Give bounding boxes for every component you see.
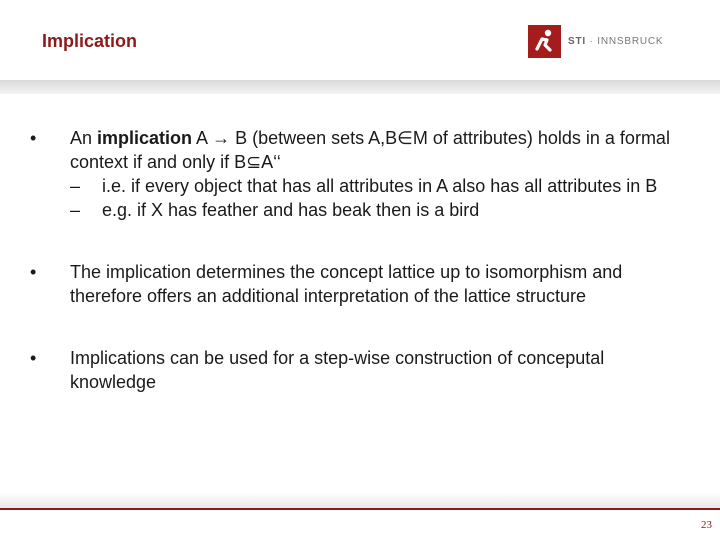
bullet-marker: • bbox=[30, 128, 37, 148]
slide-body bbox=[30, 126, 690, 432]
bullet-marker: • bbox=[30, 262, 37, 282]
footer-shade bbox=[0, 492, 720, 508]
sub-bullet-marker: – bbox=[70, 176, 81, 196]
bullet-item bbox=[30, 260, 690, 308]
sub-bullet-marker: – bbox=[70, 200, 81, 220]
header-divider bbox=[0, 80, 720, 94]
sti-innsbruck-logo bbox=[528, 24, 663, 58]
bullet-text: The implication determines the concept lattice up to isomorphism and therefore offers an additional interpretation of the lattice structure bbox=[70, 262, 623, 306]
sub-bullet-item bbox=[70, 174, 690, 198]
sub-bullet-item bbox=[70, 198, 690, 222]
sub-bullet-text: e.g. if X has feather and has beak then is a bird bbox=[102, 200, 480, 220]
page-number: 23 bbox=[701, 519, 712, 531]
bullet-item bbox=[30, 126, 690, 222]
sti-logo-icon bbox=[528, 25, 561, 58]
slide-title: Implication bbox=[42, 31, 138, 51]
logo-text: STI · INNSBRUCK bbox=[568, 35, 664, 47]
bullet-text: Implications can be used for a step-wise construction of conceputal knowledge bbox=[70, 348, 605, 392]
sub-bullet-text: i.e. if every object that has all attributes in A also has all attributes in B bbox=[102, 176, 658, 196]
bullet-text: An implication A → B (between sets A,B∈M of attributes) holds in a formal context if and only if B⊆A‘‘ bbox=[70, 128, 670, 172]
bullet-item bbox=[30, 346, 690, 394]
bullet-marker: • bbox=[30, 348, 37, 368]
footer-divider bbox=[0, 508, 720, 510]
